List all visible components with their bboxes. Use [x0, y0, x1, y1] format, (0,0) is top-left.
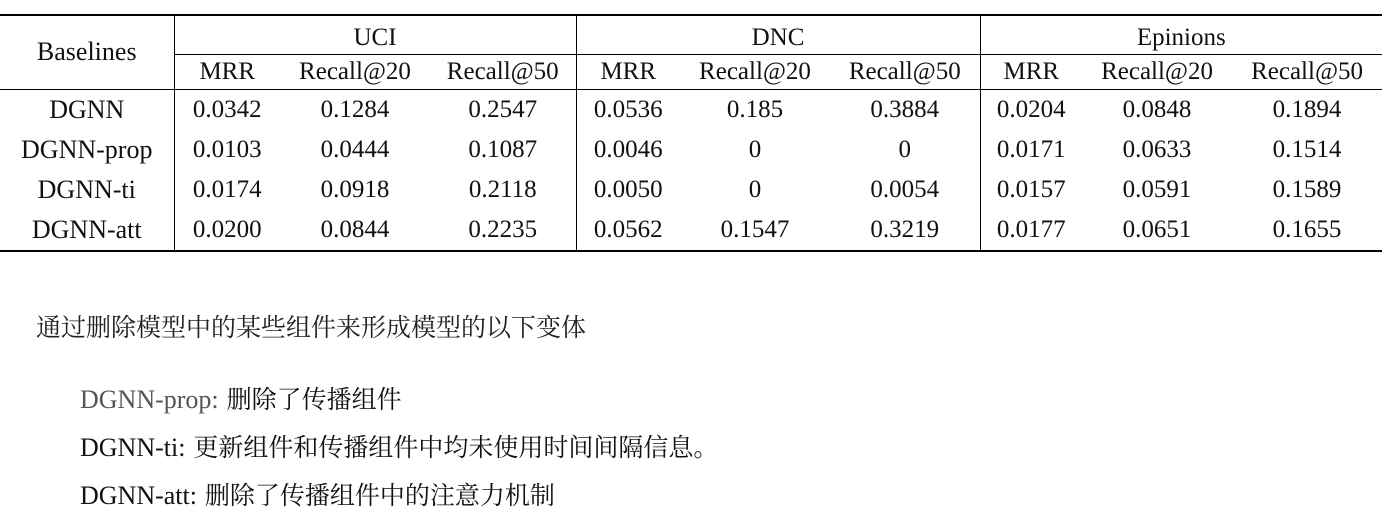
header-baselines: Baselines	[0, 15, 174, 90]
group-header-uci: UCI	[174, 15, 576, 55]
metric-header: Recall@50	[830, 55, 980, 90]
note-item	[80, 476, 555, 512]
metric-header: MRR	[1003, 58, 1060, 85]
table-cell: 0.2118	[430, 170, 576, 210]
table-cell: 0	[748, 136, 762, 163]
table-cell: 0.1547	[720, 216, 790, 243]
note-item	[80, 380, 402, 416]
table-cell: 0.0591	[1122, 176, 1192, 203]
metric-header: Recall@50	[1251, 58, 1363, 85]
notes-intro: 通过删除模型中的某些组件来形成模型的以下变体	[36, 313, 587, 342]
metric-header: Recall@20	[299, 58, 411, 85]
table-cell: 0.0562	[593, 216, 663, 243]
table-cell: 0.185	[680, 90, 830, 131]
table-cell: 0.1894	[1232, 90, 1382, 131]
table-cell: 0.0054	[830, 170, 980, 210]
table-cell: 0.0342	[174, 90, 280, 131]
table-cell: 0.1655	[1272, 216, 1342, 243]
table-cell: 0.0204	[980, 90, 1082, 131]
table-cell: 0.3884	[830, 90, 980, 131]
group-header-epinions: Epinions	[980, 15, 1382, 55]
table-cell: 0.0844	[320, 216, 390, 243]
metric-header: Recall@50	[430, 55, 576, 90]
table-cell: 0.0200	[192, 216, 262, 243]
results-table-container	[0, 14, 1382, 252]
note-key: DGNN-att:	[80, 481, 197, 510]
metric-header: MRR	[199, 58, 256, 85]
metric-header: MRR	[600, 58, 657, 85]
note-text: 删除了传播组件中的注意力机制	[196, 481, 555, 510]
table-cell: 0.3219	[830, 210, 980, 251]
table-cell: 0.1514	[1272, 136, 1342, 163]
table-cell: 0.0103	[192, 136, 262, 163]
row-baseline-name: DGNN	[0, 90, 174, 131]
table-cell: 0.0848	[1082, 90, 1232, 131]
note-key: DGNN-ti:	[80, 433, 186, 462]
note-text: 更新组件和传播组件中均未使用时间间隔信息。	[185, 433, 719, 462]
table-cell: 0.1284	[280, 90, 430, 131]
note-text: 删除了传播组件	[218, 385, 402, 414]
table-cell: 0	[748, 176, 762, 203]
table-cell: 0.0651	[1122, 216, 1192, 243]
table-cell: 0.2547	[430, 90, 576, 131]
table-cell: 0.0157	[996, 176, 1066, 203]
table-cell: 0.0177	[996, 216, 1066, 243]
table-row	[0, 210, 1382, 251]
table-cell: 0.0171	[996, 136, 1066, 163]
table-cell: 0.0174	[192, 176, 262, 203]
table-row	[0, 130, 1382, 170]
table-cell: 0.2235	[430, 210, 576, 251]
table-cell: 0.0633	[1122, 136, 1192, 163]
table-cell: 0.1087	[430, 130, 576, 170]
notes-section	[36, 308, 719, 510]
ablation-results-table	[0, 14, 1382, 252]
table-cell: 0	[830, 130, 980, 170]
table-cell: 0.1589	[1272, 176, 1342, 203]
row-baseline-name: DGNN-att	[0, 210, 174, 251]
note-key: DGNN-prop:	[80, 385, 219, 414]
table-cell: 0.0444	[320, 136, 390, 163]
table-cell: 0.0536	[576, 90, 680, 131]
table-row	[0, 90, 1382, 131]
row-baseline-name: DGNN-ti	[0, 170, 174, 210]
row-baseline-name: DGNN-prop	[0, 130, 174, 170]
table-row	[0, 170, 1382, 210]
table-cell: 0.0918	[320, 176, 390, 203]
table-cell: 0.0046	[593, 136, 663, 163]
metric-header: Recall@20	[699, 58, 811, 85]
metric-header: Recall@20	[1101, 58, 1213, 85]
table-cell: 0.0050	[593, 176, 663, 203]
group-header-dnc: DNC	[576, 15, 980, 55]
note-item	[80, 428, 718, 464]
